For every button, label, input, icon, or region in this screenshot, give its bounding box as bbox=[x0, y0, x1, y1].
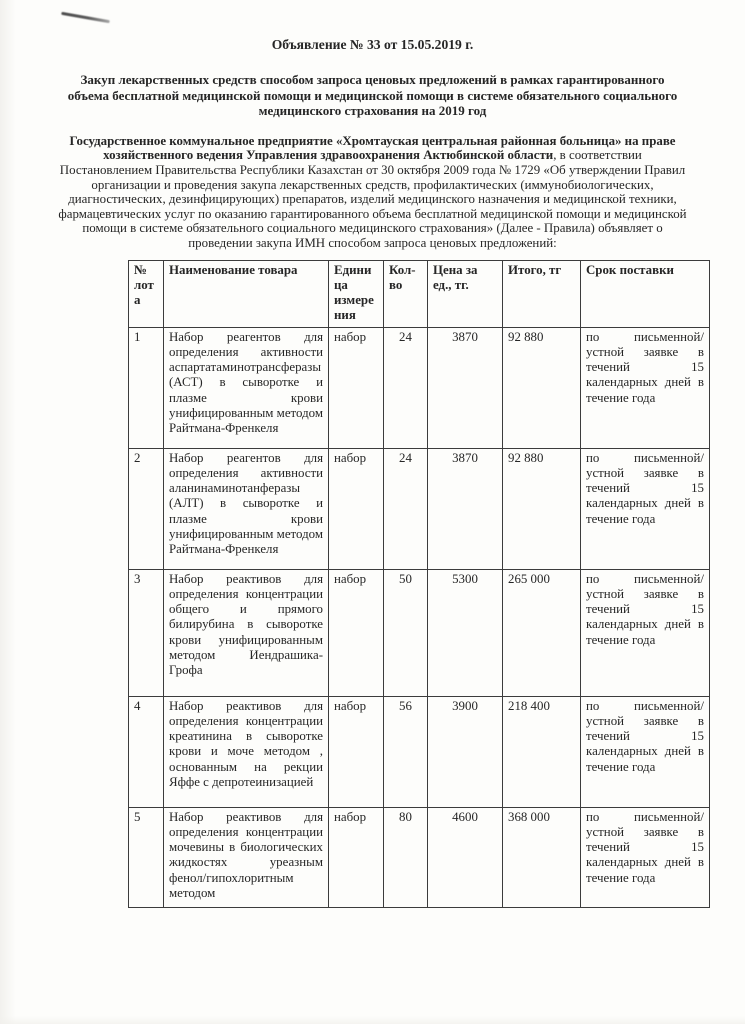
document-title: Объявление № 33 от 15.05.2019 г. bbox=[271, 37, 474, 52]
lot-number: 4 bbox=[129, 696, 164, 807]
quantity: 80 bbox=[384, 807, 428, 907]
unit: набор bbox=[329, 696, 384, 807]
delivery-term: по письменной/устной заявке в течений 15 календарных дней в течение года bbox=[581, 569, 710, 696]
quantity: 24 bbox=[384, 448, 428, 569]
product-name: Набор реагентов для определения активности аланинаминотанферазы (АЛТ) в сыворотке и плазме крови унифицированным методом Райтмана-Френкеля bbox=[164, 448, 329, 569]
column-header-product-name: Наименование товара bbox=[164, 260, 329, 327]
product-name: Набор реагентов для определения активности аспартатаминотрансферазы (АСТ) в сыворотке и плазме крови унифицированным методом Райтмана-Френкеля bbox=[164, 327, 329, 448]
column-header-unit-price: Цена за ед., тг. bbox=[428, 260, 503, 327]
unit: набор bbox=[329, 327, 384, 448]
column-header-quantity: Кол-во bbox=[384, 260, 428, 327]
intro-paragraph-text: , в соответствии Постановлением Правительства Республики Казахстан от 30 октября 2009 года № 1729 «Об утверждении Правил организации и проведения закупа лекарственных средств, профилактических (иммунобиологических, диагностических, дезинфицирующих) препаратов, изделий медицинского назначения и медицинской техники, фармацевтических услуг по оказанию гарантированного объема бесплатной медицинской помощи и медицинской помощи в системе обязательного социального медицинского страхования» (Далее - Правила) объявляет о проведении закупа ИМН способом запроса ценовых предложений: bbox=[58, 148, 687, 250]
scan-edge-artifact-bottom bbox=[0, 1016, 745, 1024]
table-row bbox=[129, 448, 710, 569]
unit: набор bbox=[329, 448, 384, 569]
total: 265 000 bbox=[503, 569, 581, 696]
document-subtitle: Закуп лекарственных средств способом запроса ценовых предложений в рамках гарантированного объема бесплатной медицинской помощи и медицинской помощи в системе обязательного социального медицинского страхования на 2019 год bbox=[67, 72, 678, 119]
delivery-term: по письменной/устной заявке в течений 15 календарных дней в течение года bbox=[581, 448, 710, 569]
unit: набор bbox=[329, 569, 384, 696]
unit-price: 3870 bbox=[428, 448, 503, 569]
lot-number: 3 bbox=[129, 569, 164, 696]
unit-price: 3900 bbox=[428, 696, 503, 807]
table-header-row bbox=[129, 260, 710, 327]
intro-paragraph bbox=[56, 134, 690, 251]
delivery-term: по письменной/устной заявке в течений 15 календарных дней в течение года bbox=[581, 807, 710, 907]
delivery-term: по письменной/устной заявке в течений 15 календарных дней в течение года bbox=[581, 327, 710, 448]
product-name: Набор реактивов для определения концентрации мочевины в биологических жидкостях уреазным фенол/гипохлоритным методом bbox=[164, 807, 329, 907]
delivery-term: по письменной/устной заявке в течений 15 календарных дней в течение года bbox=[581, 696, 710, 807]
column-header-delivery-term: Срок поставки bbox=[581, 260, 710, 327]
column-header-lot-number: № лота bbox=[129, 260, 164, 327]
product-name: Набор реактивов для определения концентрации общего и прямого билирубина в сыворотке крови унифицированным методом Иендрашика-Грофа bbox=[164, 569, 329, 696]
lot-number: 5 bbox=[129, 807, 164, 907]
unit: набор bbox=[329, 807, 384, 907]
unit-price: 4600 bbox=[428, 807, 503, 907]
intro-organization-name: Государственное коммунальное предприятие «Хромтауская центральная районная больница» на праве хозяйственного ведения Управления здравоохранения Актюбинской области bbox=[69, 133, 676, 163]
unit-price: 3870 bbox=[428, 327, 503, 448]
lot-number: 1 bbox=[129, 327, 164, 448]
total: 92 880 bbox=[503, 448, 581, 569]
total: 368 000 bbox=[503, 807, 581, 907]
unit-price: 5300 bbox=[428, 569, 503, 696]
column-header-total: Итого, тг bbox=[503, 260, 581, 327]
table-row bbox=[129, 569, 710, 696]
table-row bbox=[129, 696, 710, 807]
quantity: 56 bbox=[384, 696, 428, 807]
lot-number: 2 bbox=[129, 448, 164, 569]
column-header-unit: Единица измерения bbox=[329, 260, 384, 327]
quantity: 50 bbox=[384, 569, 428, 696]
table-row bbox=[129, 327, 710, 448]
table-row bbox=[129, 807, 710, 907]
product-name: Набор реактивов для определения концентрации креатинина в сыворотке крови и моче методом , основанным на рекции Яффе с депротеинизацией bbox=[164, 696, 329, 807]
total: 92 880 bbox=[503, 327, 581, 448]
total: 218 400 bbox=[503, 696, 581, 807]
quantity: 24 bbox=[384, 327, 428, 448]
lots-table bbox=[128, 260, 710, 908]
